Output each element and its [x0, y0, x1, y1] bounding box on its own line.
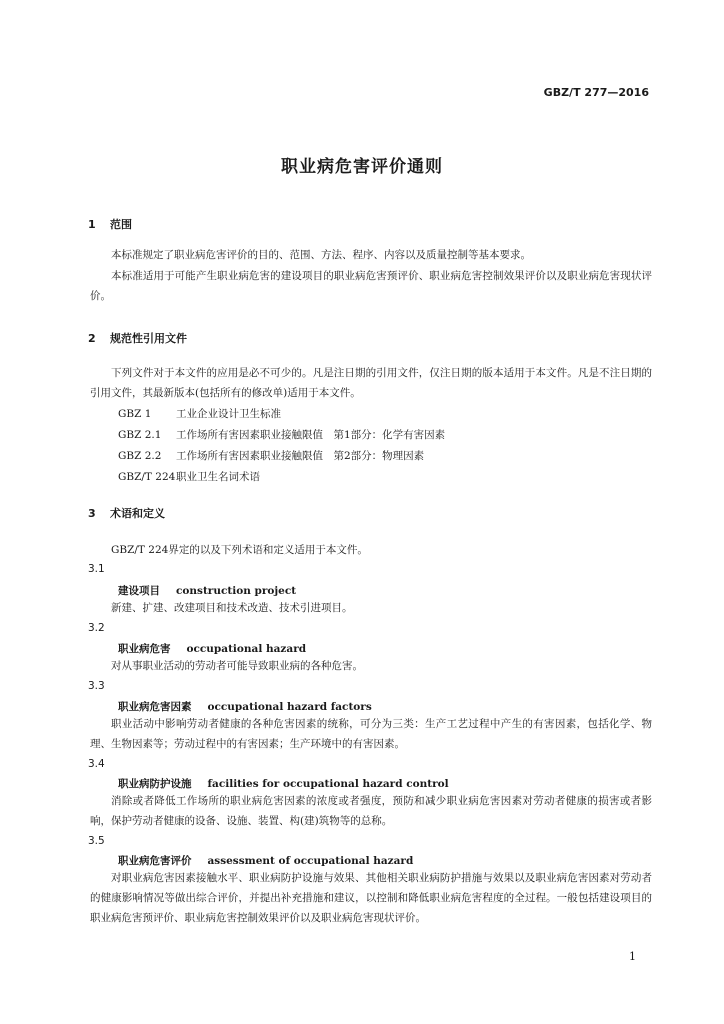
- normative-reference: [118, 448, 424, 463]
- page-number: 1: [629, 950, 636, 963]
- term-zh: 职业病危害因素: [118, 701, 192, 713]
- normative-reference: [118, 469, 260, 484]
- section-number: 3: [88, 507, 96, 520]
- paragraph: 本标准适用于可能产生职业病危害的建设项目的职业病危害预评价、职业病危害控制效果评价以及职业病危害现状评价。: [90, 270, 652, 302]
- clause-number: 3.2: [88, 622, 105, 634]
- term-zh: 职业病危害评价: [118, 855, 192, 867]
- paragraph: 本标准规定了职业病危害评价的目的、范围、方法、程序、内容以及质量控制等基本要求。: [111, 249, 531, 261]
- ref-title: 职业卫生名词术语: [176, 471, 260, 483]
- section-number: 1: [88, 218, 96, 231]
- section-1-heading: [88, 216, 132, 232]
- paragraph: GBZ/T 224界定的以及下列术语和定义适用于本文件。: [111, 544, 368, 556]
- term-heading: [118, 699, 372, 714]
- clause-number: 3.1: [88, 563, 105, 575]
- normative-reference: [118, 427, 445, 442]
- section-2-heading: [88, 330, 187, 346]
- document-title: 职业病危害评价通则: [281, 157, 443, 177]
- section-number: 2: [88, 332, 96, 345]
- term-definition: 新建、扩建、改建项目和技术改造、技术引进项目。: [111, 602, 353, 614]
- term-en: assessment of occupational hazard: [207, 855, 414, 867]
- ref-title: 工业企业设计卫生标准: [176, 408, 281, 420]
- section-3-heading: [88, 505, 165, 521]
- term-zh: 建设项目: [118, 585, 160, 597]
- clause-number: 3.3: [88, 680, 105, 692]
- term-heading: [118, 583, 296, 598]
- term-en: facilities for occupational hazard control: [207, 778, 449, 790]
- section-title: 规范性引用文件: [110, 332, 187, 345]
- term-en: occupational hazard factors: [207, 701, 372, 713]
- ref-code: GBZ 1: [118, 408, 152, 420]
- clause-number: 3.5: [88, 835, 105, 847]
- term-en: construction project: [176, 585, 297, 597]
- ref-title: 工作场所有害因素职业接触限值 第1部分：化学有害因素: [176, 429, 446, 441]
- term-definition: 对从事职业活动的劳动者可能导致职业病的各种危害。: [111, 660, 363, 672]
- term-definition: 职业活动中影响劳动者健康的各种危害因素的统称，可分为三类：生产工艺过程中产生的有害因素，包括化学、物理、生物因素等；劳动过程中的有害因素；生产环境中的有害因素。: [90, 718, 652, 750]
- term-definition: 消除或者降低工作场所的职业病危害因素的浓度或者强度，预防和减少职业病危害因素对劳动者健康的损害或者影响，保护劳动者健康的设备、设施、装置、构(建)筑物等的总称。: [90, 795, 652, 827]
- ref-code: GBZ/T 224: [118, 471, 176, 483]
- term-en: occupational hazard: [186, 643, 307, 655]
- term-zh: 职业病危害: [118, 643, 171, 655]
- paragraph: 下列文件对于本文件的应用是必不可少的。凡是注日期的引用文件，仅注日期的版本适用于本文件。凡是不注日期的引用文件，其最新版本(包括所有的修改单)适用于本文件。: [90, 367, 652, 399]
- ref-code: GBZ 2.2: [118, 450, 162, 462]
- section-title: 范围: [110, 218, 132, 231]
- standard-code: GBZ/T 277—2016: [543, 86, 649, 99]
- clause-number: 3.4: [88, 758, 105, 770]
- ref-title: 工作场所有害因素职业接触限值 第2部分：物理因素: [176, 450, 425, 462]
- term-heading: [118, 776, 449, 791]
- term-heading: [118, 641, 306, 656]
- section-title: 术语和定义: [110, 507, 165, 520]
- term-definition: 对职业病危害因素接触水平、职业病防护设施与效果、其他相关职业病防护措施与效果以及职业病危害因素对劳动者的健康影响情况等做出综合评价，并提出补充措施和建议，以控制和降低职业病危害程度的全过程。一般包括建设项目的职业病危害预评价、职业病危害控制效果评价以及职业病危害现状评价。: [90, 872, 652, 924]
- term-heading: [118, 853, 413, 868]
- term-zh: 职业病防护设施: [118, 778, 192, 790]
- normative-reference: [118, 406, 281, 421]
- ref-code: GBZ 2.1: [118, 429, 162, 441]
